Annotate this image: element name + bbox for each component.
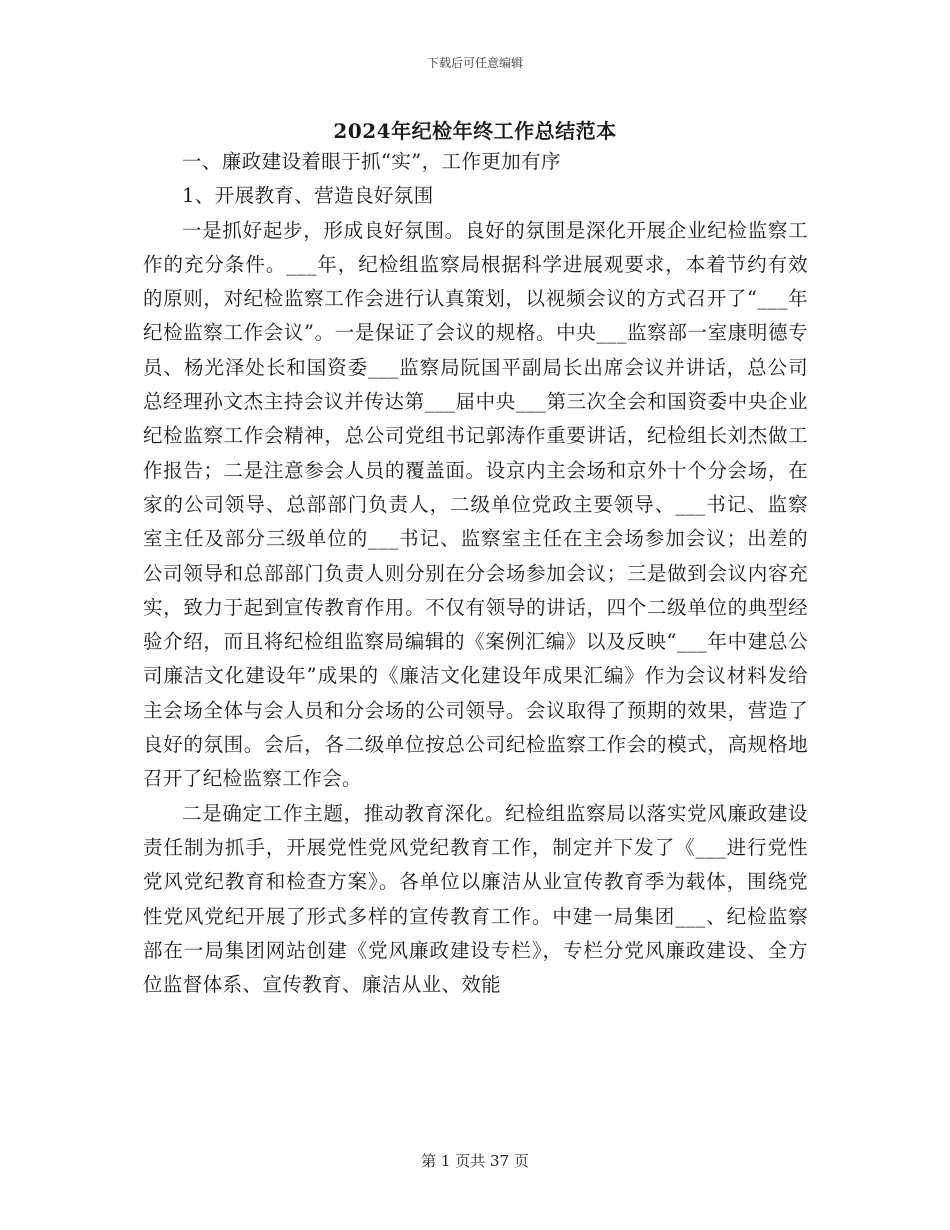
page-footer: 第 1 页共 37 页 <box>421 1152 529 1170</box>
body-paragraph: 一是抓好起步，形成良好氛围。良好的氛围是深化开展企业纪检监察工作的充分条件。___年，纪检组监察局根据科学进展观要求，本着节约有效的原则，对纪检监察工作会进行认真策划，以视频会议的方式召开了“___年纪检监察工作会议”。一是保证了会议的规格。中央___监察部一室康明德专员、杨光泽处长和国资委___监察局阮国平副局长出席会议并讲话，总公司总经理孙文杰主持会议并传达第___届中央___第三次全会和国资委中央企业纪检监察工作会精神，总公司党组书记郭涛作重要讲话，纪检组长刘杰做工作报告；二是注意参会人员的覆盖面。设京内主会场和京外十个分会场，在家的公司领导、总部部门负责人，二级单位党政主要领导、___书记、监察室主任及部分三级单位的___书记、监察室主任在主会场参加会议；出差的公司领导和总部部门负责人则分别在分会场参加会议；三是做到会议内容充实，致力于起到宣传教育作用。不仅有领导的讲话，四个二级单位的典型经验介绍，而且将纪检组监察局编辑的《案例汇编》以及反映“___年中建总公司廉洁文化建设年”成果的《廉洁文化建设年成果汇编》作为会议材料发给主会场全体与会人员和分会场的公司领导。会议取得了预期的效果，营造了良好的氛围。会后，各二级单位按总公司纪检监察工作会的模式，高规格地召开了纪检监察工作会。 <box>143 218 808 791</box>
header-note: 下载后可任意编辑 <box>426 56 523 70</box>
body-paragraph: 二是确定工作主题，推动教育深化。纪检组监察局以落实党风廉政建设责任制为抓手，开展党性党风党纪教育工作，制定并下发了《___进行党性党风党纪教育和检查方案》。各单位以廉洁从业宣传教育季为载体，围绕党性党风党纪开展了形式多样的宣传教育工作。中建一局集团___、纪检监察部在一局集团网站创建《党风廉政建设专栏》，专栏分党风廉政建设、全方位监督体系、宣传教育、廉洁从业、效能 <box>143 801 808 997</box>
subsection-heading: 1、开展教育、营造良好氛围 <box>182 184 434 208</box>
section-heading: 一、廉政建设着眼于抓“实”，工作更加有序 <box>182 150 561 173</box>
document-body <box>143 145 808 1002</box>
document-title: 2024年纪检年终工作总结范本 <box>333 119 617 143</box>
